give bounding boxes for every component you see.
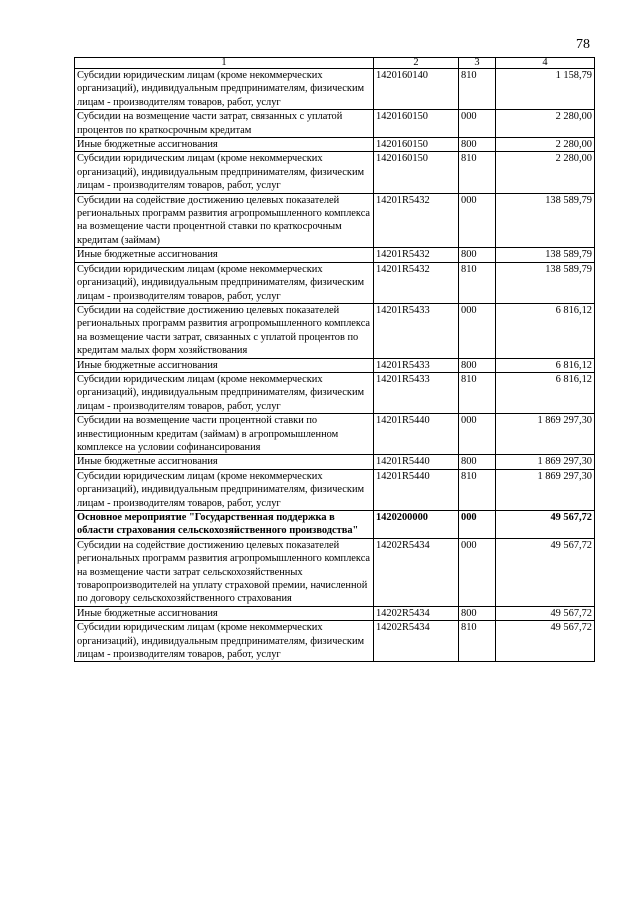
row-code-cell: 14201R5432 <box>374 262 459 303</box>
table-row <box>75 193 595 248</box>
table-row <box>75 69 595 110</box>
row-amount-cell: 138 589,79 <box>496 262 595 303</box>
row-amount-cell: 49 567,72 <box>496 511 595 539</box>
row-name-cell: Субсидии юридическим лицам (кроме некоммерческих организаций), индивидуальным предпринимателям, физическим лицам - производителям товаров, работ, услуг <box>75 152 374 193</box>
row-code-cell: 14201R5433 <box>374 358 459 372</box>
row-code-cell: 1420160150 <box>374 110 459 138</box>
table-row <box>75 606 595 620</box>
row-amount-cell: 1 158,79 <box>496 69 595 110</box>
table-row <box>75 538 595 606</box>
row-code-cell: 14201R5440 <box>374 455 459 469</box>
row-amount-cell: 2 280,00 <box>496 138 595 152</box>
header-col-1: 1 <box>75 58 374 69</box>
row-kind-cell: 810 <box>459 469 496 510</box>
row-name-cell: Субсидии на содействие достижению целевых показателей региональных программ развития агропромышленного комплекса на возмещение части затрат, связанных с уплатой процентов по кредитам малых форм хозяйствования <box>75 303 374 358</box>
table-row <box>75 469 595 510</box>
row-name-cell: Иные бюджетные ассигнования <box>75 606 374 620</box>
row-code-cell: 14202R5434 <box>374 621 459 662</box>
row-code-cell: 1420200000 <box>374 511 459 539</box>
table-row <box>75 372 595 413</box>
table-row <box>75 110 595 138</box>
header-col-4: 4 <box>496 58 595 69</box>
row-kind-cell: 000 <box>459 110 496 138</box>
row-name-cell: Субсидии на содействие достижению целевых показателей региональных программ развития агропромышленного комплекса на возмещение части затрат сельскохозяйственных товаропроизводителей на уплату страховой премии, начисленной по договору сельскохозяйственного страхования <box>75 538 374 606</box>
row-kind-cell: 800 <box>459 138 496 152</box>
row-kind-cell: 000 <box>459 303 496 358</box>
row-code-cell: 14201R5440 <box>374 469 459 510</box>
table-row <box>75 262 595 303</box>
row-kind-cell: 000 <box>459 538 496 606</box>
row-amount-cell: 138 589,79 <box>496 248 595 262</box>
table-row <box>75 358 595 372</box>
row-code-cell: 14202R5434 <box>374 606 459 620</box>
row-kind-cell: 000 <box>459 414 496 455</box>
row-name-cell: Иные бюджетные ассигнования <box>75 248 374 262</box>
row-amount-cell: 49 567,72 <box>496 606 595 620</box>
row-code-cell: 14201R5432 <box>374 193 459 248</box>
row-name-cell: Субсидии юридическим лицам (кроме некоммерческих организаций), индивидуальным предпринимателям, физическим лицам - производителям товаров, работ, услуг <box>75 69 374 110</box>
row-code-cell: 1420160150 <box>374 152 459 193</box>
header-col-3: 3 <box>459 58 496 69</box>
row-amount-cell: 1 869 297,30 <box>496 414 595 455</box>
row-code-cell: 14201R5433 <box>374 372 459 413</box>
row-kind-cell: 000 <box>459 511 496 539</box>
row-amount-cell: 138 589,79 <box>496 193 595 248</box>
row-name-cell: Субсидии юридическим лицам (кроме некоммерческих организаций), индивидуальным предпринимателям, физическим лицам - производителям товаров, работ, услуг <box>75 372 374 413</box>
row-kind-cell: 800 <box>459 358 496 372</box>
row-amount-cell: 1 869 297,30 <box>496 469 595 510</box>
row-name-cell: Субсидии на возмещение части затрат, связанных с уплатой процентов по краткосрочным кредитам <box>75 110 374 138</box>
row-name-cell: Субсидии юридическим лицам (кроме некоммерческих организаций), индивидуальным предпринимателям, физическим лицам - производителям товаров, работ, услуг <box>75 621 374 662</box>
row-code-cell: 1420160140 <box>374 69 459 110</box>
row-code-cell: 14201R5432 <box>374 248 459 262</box>
row-code-cell: 1420160150 <box>374 138 459 152</box>
table-row <box>75 414 595 455</box>
row-kind-cell: 800 <box>459 606 496 620</box>
row-name-cell: Основное мероприятие "Государственная поддержка в области страхования сельскохозяйственного производства" <box>75 511 374 539</box>
row-code-cell: 14201R5433 <box>374 303 459 358</box>
budget-table <box>74 57 595 662</box>
table-row <box>75 621 595 662</box>
row-kind-cell: 800 <box>459 455 496 469</box>
table-row <box>75 248 595 262</box>
row-code-cell: 14201R5440 <box>374 414 459 455</box>
row-amount-cell: 1 869 297,30 <box>496 455 595 469</box>
row-amount-cell: 2 280,00 <box>496 152 595 193</box>
row-name-cell: Иные бюджетные ассигнования <box>75 138 374 152</box>
row-kind-cell: 810 <box>459 69 496 110</box>
table-row <box>75 455 595 469</box>
table-row <box>75 138 595 152</box>
table-row <box>75 511 595 539</box>
row-name-cell: Иные бюджетные ассигнования <box>75 455 374 469</box>
row-name-cell: Иные бюджетные ассигнования <box>75 358 374 372</box>
row-kind-cell: 810 <box>459 372 496 413</box>
table-row <box>75 303 595 358</box>
row-amount-cell: 49 567,72 <box>496 621 595 662</box>
row-kind-cell: 810 <box>459 621 496 662</box>
row-name-cell: Субсидии на возмещение части процентной ставки по инвестиционным кредитам (займам) в агропромышленном комплексе на условии софинансирования <box>75 414 374 455</box>
row-code-cell: 14202R5434 <box>374 538 459 606</box>
header-col-2: 2 <box>374 58 459 69</box>
row-kind-cell: 810 <box>459 262 496 303</box>
row-amount-cell: 6 816,12 <box>496 303 595 358</box>
row-kind-cell: 800 <box>459 248 496 262</box>
row-kind-cell: 810 <box>459 152 496 193</box>
table-header-row <box>75 58 595 69</box>
row-amount-cell: 6 816,12 <box>496 372 595 413</box>
row-kind-cell: 000 <box>459 193 496 248</box>
row-name-cell: Субсидии на содействие достижению целевых показателей региональных программ развития агропромышленного комплекса на возмещение части процентной ставки по краткосрочным кредитам (займам) <box>75 193 374 248</box>
row-name-cell: Субсидии юридическим лицам (кроме некоммерческих организаций), индивидуальным предпринимателям, физическим лицам - производителям товаров, работ, услуг <box>75 469 374 510</box>
row-amount-cell: 49 567,72 <box>496 538 595 606</box>
page-number: 78 <box>576 37 590 52</box>
row-amount-cell: 6 816,12 <box>496 358 595 372</box>
table-row <box>75 152 595 193</box>
row-name-cell: Субсидии юридическим лицам (кроме некоммерческих организаций), индивидуальным предпринимателям, физическим лицам - производителям товаров, работ, услуг <box>75 262 374 303</box>
row-amount-cell: 2 280,00 <box>496 110 595 138</box>
